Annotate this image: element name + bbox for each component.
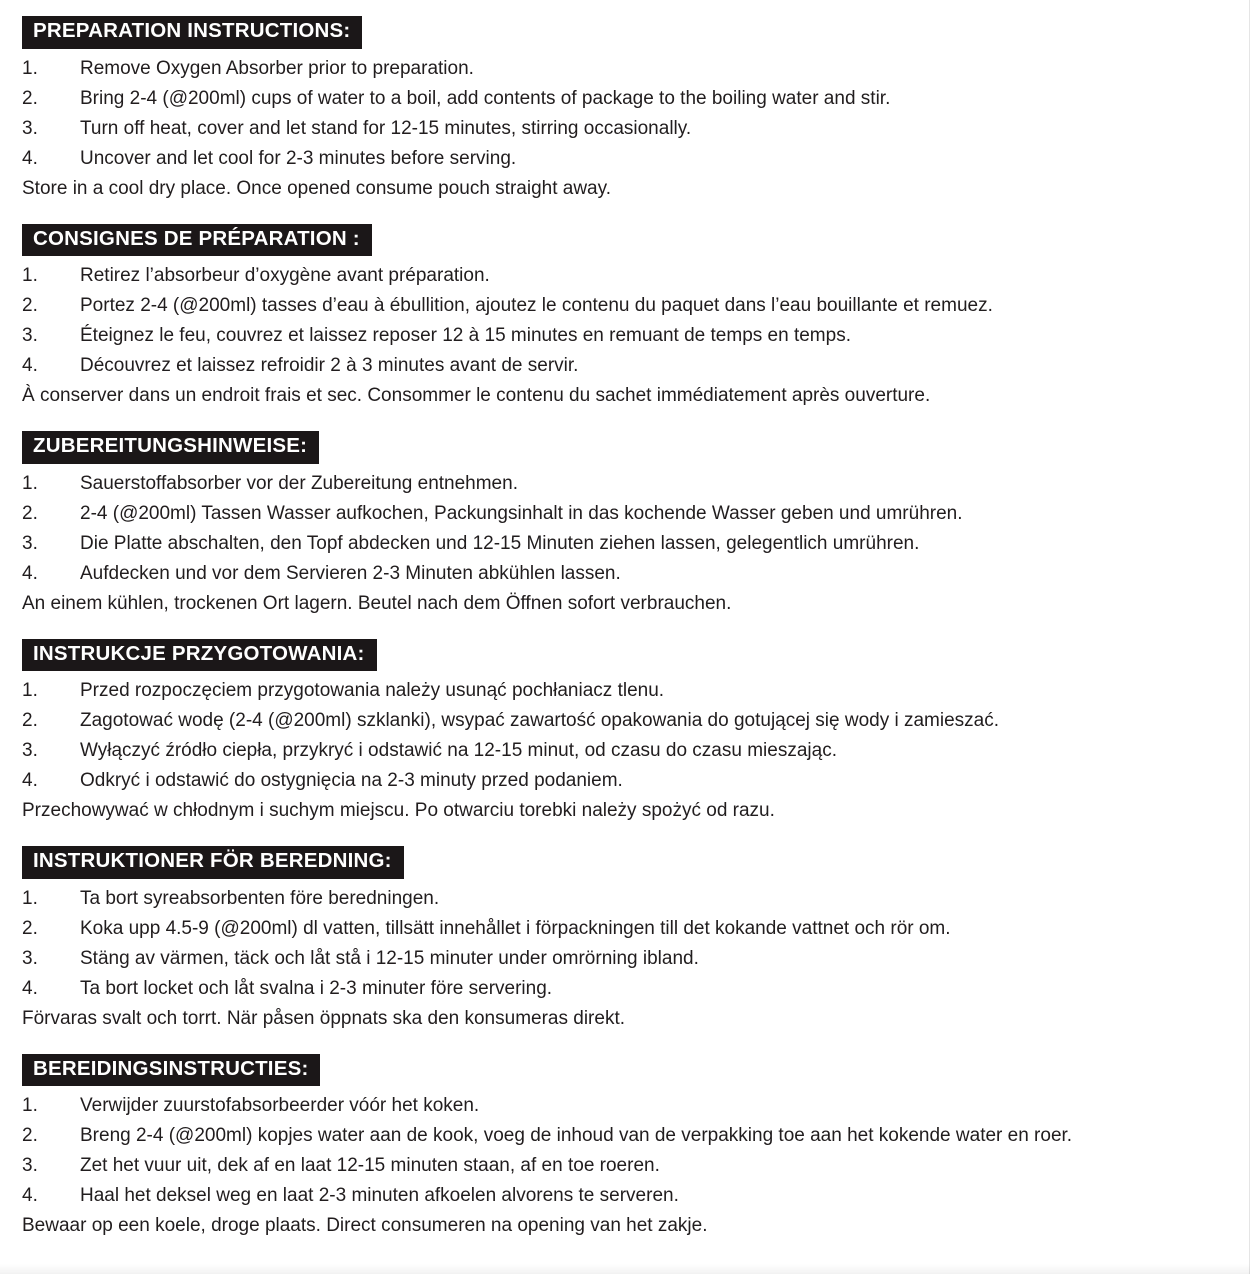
step-item <box>22 974 1226 1004</box>
step-number: 3. <box>22 1155 38 1177</box>
storage-note-french: À conserver dans un endroit frais et sec. Consommer le contenu du sachet immédiatement après ouverture. <box>22 385 931 407</box>
step-item <box>22 261 1226 291</box>
step-number: 3. <box>22 117 38 139</box>
step-number: 1. <box>22 57 38 79</box>
section-french <box>22 224 1226 412</box>
section-header-swedish: INSTRUKTIONER FÖR BEREDNING: <box>22 846 404 879</box>
step-item <box>22 114 1226 144</box>
step-item <box>22 499 1226 529</box>
steps-list-polish <box>22 676 1226 796</box>
step-number: 4. <box>22 147 38 169</box>
step-number: 2. <box>22 1125 38 1147</box>
step-item <box>22 1181 1226 1211</box>
step-item <box>22 1121 1226 1151</box>
storage-note-swedish: Förvaras svalt och torrt. När påsen öppnats ska den konsumeras direkt. <box>22 1007 625 1029</box>
step-item <box>22 706 1226 736</box>
step-text: Remove Oxygen Absorber prior to preparation. <box>80 57 474 79</box>
step-text: Aufdecken und vor dem Servieren 2-3 Minuten abkühlen lassen. <box>80 562 621 584</box>
step-number: 2. <box>22 87 38 109</box>
step-text: Stäng av värmen, täck och låt stå i 12-15 minuter under omrörning ibland. <box>80 947 699 969</box>
step-item <box>22 84 1226 114</box>
section-header-polish: INSTRUKCJE PRZYGOTOWANIA: <box>22 639 377 672</box>
step-item <box>22 676 1226 706</box>
step-text: Die Platte abschalten, den Topf abdecken und 12-15 Minuten ziehen lassen, gelegentlich umrühren. <box>80 532 920 554</box>
step-text: Haal het deksel weg en laat 2-3 minuten afkoelen alvorens te serveren. <box>80 1185 679 1207</box>
step-item <box>22 144 1226 174</box>
step-text: Ta bort syreabsorbenten före beredningen. <box>80 887 440 909</box>
step-number: 4. <box>22 977 38 999</box>
step-item <box>22 469 1226 499</box>
step-text: Éteignez le feu, couvrez et laissez reposer 12 à 15 minutes en remuant de temps en temps. <box>80 325 851 347</box>
step-text: Découvrez et laissez refroidir 2 à 3 minutes avant de servir. <box>80 355 579 377</box>
step-text: Breng 2-4 (@200ml) kopjes water aan de kook, voeg de inhoud van de verpakking toe aan het kokende water en roer. <box>80 1125 1073 1147</box>
step-text: Odkryć i odstawić do ostygnięcia na 2-3 minuty przed podaniem. <box>80 770 623 792</box>
step-number: 2. <box>22 295 38 317</box>
step-item <box>22 321 1226 351</box>
step-number: 3. <box>22 532 38 554</box>
step-text: Przed rozpoczęciem przygotowania należy usunąć pochłaniacz tlenu. <box>80 680 665 702</box>
step-number: 1. <box>22 887 38 909</box>
step-item <box>22 1091 1226 1121</box>
step-number: 4. <box>22 770 38 792</box>
step-item <box>22 559 1226 589</box>
step-number: 4. <box>22 355 38 377</box>
steps-list-english <box>22 54 1226 174</box>
step-number: 2. <box>22 710 38 732</box>
step-item <box>22 529 1226 559</box>
step-text: Wyłączyć źródło ciepła, przykryć i odstawić na 12-15 minut, od czasu do czasu mieszając. <box>80 740 837 762</box>
step-number: 3. <box>22 740 38 762</box>
step-text: Verwijder zuurstofabsorbeerder vóór het koken. <box>80 1095 480 1117</box>
step-item <box>22 54 1226 84</box>
steps-list-swedish <box>22 884 1226 1004</box>
step-item <box>22 766 1226 796</box>
step-text: Bring 2-4 (@200ml) cups of water to a boil, add contents of package to the boiling water and stir. <box>80 87 891 109</box>
section-dutch <box>22 1054 1226 1242</box>
step-text: Zagotować wodę (2-4 (@200ml) szklanki), wsypać zawartość opakowania do gotującej się wody i zamieszać. <box>80 710 1000 732</box>
step-number: 2. <box>22 917 38 939</box>
step-text: Koka upp 4.5-9 (@200ml) dl vatten, tillsätt innehållet i förpackningen till det kokande vattnet och rör om. <box>80 917 951 939</box>
page-bottom-edge <box>0 1264 1250 1274</box>
steps-list-german <box>22 469 1226 589</box>
step-text: Zet het vuur uit, dek af en laat 12-15 minuten staan, af en toe roeren. <box>80 1155 660 1177</box>
storage-note-dutch: Bewaar op een koele, droge plaats. Direct consumeren na opening van het zakje. <box>22 1215 708 1237</box>
step-text: 2-4 (@200ml) Tassen Wasser aufkochen, Packungsinhalt in das kochende Wasser geben und umrühren. <box>80 502 963 524</box>
section-swedish <box>22 846 1226 1034</box>
step-text: Turn off heat, cover and let stand for 12-15 minutes, stirring occasionally. <box>80 117 692 139</box>
step-number: 2. <box>22 502 38 524</box>
step-item <box>22 944 1226 974</box>
section-header-german: ZUBEREITUNGSHINWEISE: <box>22 431 319 464</box>
section-english <box>22 16 1226 204</box>
steps-list-dutch <box>22 1091 1226 1211</box>
step-number: 1. <box>22 680 38 702</box>
section-german <box>22 431 1226 619</box>
section-header-french: CONSIGNES DE PRÉPARATION : <box>22 224 372 257</box>
steps-list-french <box>22 261 1226 381</box>
storage-note-english: Store in a cool dry place. Once opened consume pouch straight away. <box>22 177 611 199</box>
step-item <box>22 914 1226 944</box>
step-number: 1. <box>22 472 38 494</box>
step-item <box>22 291 1226 321</box>
section-header-english: PREPARATION INSTRUCTIONS: <box>22 16 362 49</box>
step-number: 1. <box>22 1095 38 1117</box>
step-text: Portez 2-4 (@200ml) tasses d’eau à ébullition, ajoutez le contenu du paquet dans l’eau bouillante et remuez. <box>80 295 993 317</box>
section-header-dutch: BEREIDINGSINSTRUCTIES: <box>22 1054 320 1087</box>
step-text: Uncover and let cool for 2-3 minutes before serving. <box>80 147 517 169</box>
step-text: Ta bort locket och låt svalna i 2-3 minuter före servering. <box>80 977 553 999</box>
step-text: Retirez l’absorbeur d’oxygène avant préparation. <box>80 265 490 287</box>
step-number: 3. <box>22 947 38 969</box>
section-polish <box>22 639 1226 827</box>
storage-note-polish: Przechowywać w chłodnym i suchym miejscu. Po otwarciu torebki należy spożyć od razu. <box>22 800 775 822</box>
step-number: 4. <box>22 562 38 584</box>
step-text: Sauerstoffabsorber vor der Zubereitung entnehmen. <box>80 472 518 494</box>
step-number: 1. <box>22 265 38 287</box>
step-item <box>22 1151 1226 1181</box>
storage-note-german: An einem kühlen, trockenen Ort lagern. Beutel nach dem Öffnen sofort verbrauchen. <box>22 592 732 614</box>
step-number: 4. <box>22 1185 38 1207</box>
step-item <box>22 884 1226 914</box>
step-number: 3. <box>22 325 38 347</box>
step-item <box>22 736 1226 766</box>
step-item <box>22 351 1226 381</box>
